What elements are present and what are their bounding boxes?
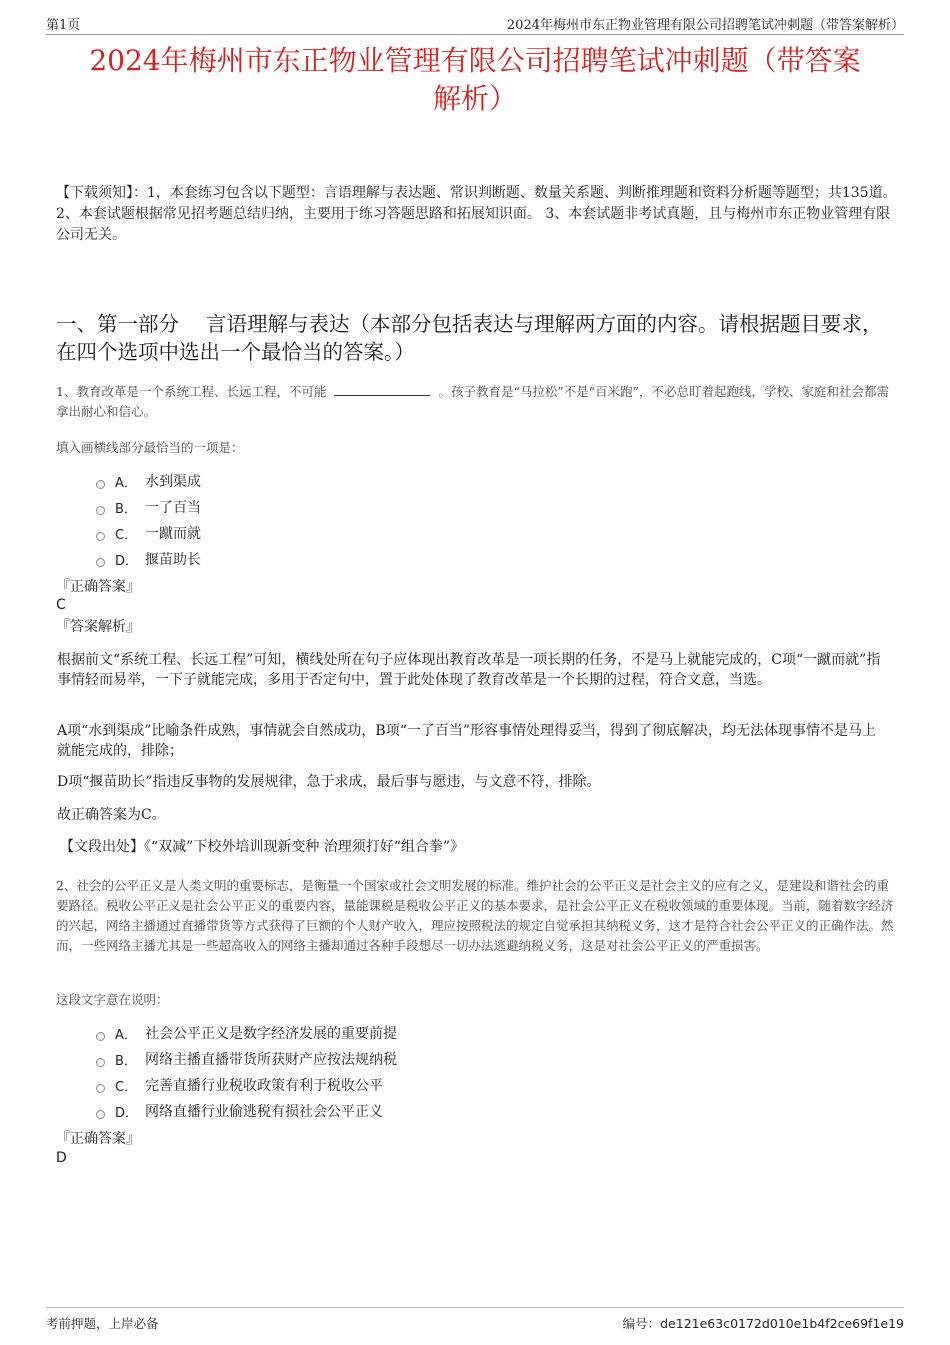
radio-icon[interactable] xyxy=(96,1110,105,1119)
question-1-options xyxy=(96,468,201,572)
footer-slogan: 考前押题，上岸必备 xyxy=(46,1316,159,1331)
answer-label: 『正确答案』 xyxy=(56,579,140,595)
question-1-stem xyxy=(56,382,898,422)
answer-value: D xyxy=(56,1150,67,1166)
footer-code xyxy=(623,1314,904,1332)
answer-value: C xyxy=(56,597,66,613)
option-d[interactable]: D． 网络直播行业偷逃税有损社会公平正义 xyxy=(96,1098,397,1124)
option-a[interactable]: A． 社会公平正义是数字经济发展的重要前提 xyxy=(96,1020,397,1046)
page-number: 第1页 xyxy=(46,18,81,33)
analysis-conclusion: 故正确答案为C。 xyxy=(57,807,166,823)
section-title: 一、第一部分 言语理解与表达（本部分包括表达与理解两方面的内容。请根据题目要求，在四个选项中选出一个最恰当的答案。） xyxy=(56,312,883,364)
radio-icon[interactable] xyxy=(96,506,105,515)
page-header xyxy=(46,12,904,35)
header-doc-title: 2024年梅州市东正物业管理有限公司招聘笔试冲刺题（带答案解析） xyxy=(506,18,904,33)
analysis-label: 『答案解析』 xyxy=(56,619,140,635)
option-d[interactable]: D． 揠苗助长 xyxy=(96,546,201,572)
question-1-prompt: 填入画横线部分最恰当的一项是： xyxy=(56,440,244,455)
option-c[interactable]: C． 一蹴而就 xyxy=(96,520,201,546)
question-1-stem-after: 。孩子教育是“马拉松”不是“百米跑”，不必总盯着起跑线，学校、家庭和社会都需拿出耐心和信心。 xyxy=(56,384,890,419)
question-2-stem: 2、社会的公平正义是人类文明的重要标志，是衡量一个国家或社会文明发展的标准。维护社会的公平正义是社会主义的应有之义，是建设和谐社会的重要路径。税收公平正义是社会公平正义的重要内容，量能课税是税收公平正义的基本要求，是社会公平正义在税收领域的重要体现。当前，随着数字经济的兴起，网络主播通过直播带货等方式获得了巨额的个人财产收入，理应按照税法的规定自觉承担其纳税义务，这才是符合社会公平正义的正确作法。然而，一些网络主播尤其是一些超高收入的网络主播却通过各种手段想尽一切办法逃避纳税义务，这是对社会公平正义的严重损害。 xyxy=(56,878,894,953)
option-c[interactable]: C． 完善直播行业税收政策有利于税收公平 xyxy=(96,1072,397,1098)
answer-label: 『正确答案』 xyxy=(56,1131,140,1147)
code-label: 编号： xyxy=(622,1316,661,1331)
radio-icon[interactable] xyxy=(96,1084,105,1093)
option-b[interactable]: B． 一了百当 xyxy=(96,494,201,520)
radio-icon[interactable] xyxy=(96,1032,105,1041)
radio-icon[interactable] xyxy=(96,558,105,567)
radio-icon[interactable] xyxy=(96,532,105,541)
question-2-prompt: 这段文字意在说明： xyxy=(56,992,169,1007)
source-citation: 【文段出处】《“双减”下校外培训现新变种 治理须打好“组合拳”》 xyxy=(60,839,465,855)
radio-icon[interactable] xyxy=(96,480,105,489)
blank-line xyxy=(334,383,430,396)
question-2-options xyxy=(96,1020,397,1124)
download-notice: 【下载须知】：1，本套练习包含以下题型：言语理解与表达题、常识判断题、数量关系题、判断推理题和资料分析题等题型；共135道。 2、本套试题根据常见招考题总结归纳，主要用于练习答题思路和拓展知识面。 3、本套试题非考试真题，且与梅州市东正物业管理有限公司无关。 xyxy=(56,185,897,243)
question-1-stem-before: 1、教育改革是一个系统工程、长远工程，不可能 xyxy=(56,384,327,399)
option-b[interactable]: B． 网络主播直播带货所获财产应按法规纳税 xyxy=(96,1046,397,1072)
document-title xyxy=(40,42,910,118)
analysis-paragraph-3: D项“揠苗助长”指违反事物的发展规律，急于求成，最后事与愿违，与文意不符，排除。 xyxy=(57,774,601,790)
analysis-paragraph-1: 根据前文“系统工程、长远工程”可知，横线处所在句子应体现出教育改革是一项长期的任务，不是马上就能完成的，C项“一蹴而就”指事情轻而易举，一下子就能完成，多用于否定句中，置于此处体现了教育改革是一个长期的过程，符合文意，当选。 xyxy=(57,652,881,688)
title-line-2: 解析） xyxy=(432,82,517,115)
option-a[interactable]: A． 水到渠成 xyxy=(96,468,201,494)
title-line-1: 2024年梅州市东正物业管理有限公司招聘笔试冲刺题（带答案 xyxy=(89,44,861,77)
code-value: de121e63c0172d010e1b4f2ce69f1e19 xyxy=(660,1316,904,1331)
analysis-paragraph-2: A项“水到渠成”比喻条件成熟，事情就会自然成功，B项“一了百当”形容事情处理得妥当，得到了彻底解决，均无法体现事情不是马上就能完成的，排除； xyxy=(57,723,877,759)
radio-icon[interactable] xyxy=(96,1058,105,1067)
page-footer xyxy=(46,1307,904,1331)
